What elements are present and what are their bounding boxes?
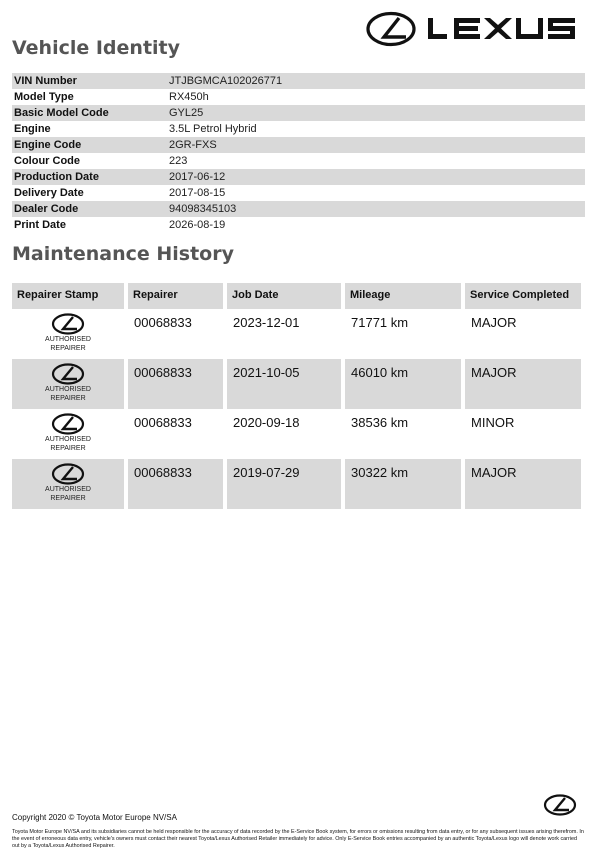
identity-row-dealer-code xyxy=(12,201,585,217)
repairer-stamp xyxy=(12,459,124,509)
identity-row-engine xyxy=(12,121,585,137)
lexus-emblem-icon xyxy=(51,313,85,335)
service-cell: MINOR xyxy=(471,415,515,430)
identity-label: Model Type xyxy=(14,91,74,103)
table-row xyxy=(12,359,585,409)
maintenance-history-table xyxy=(12,283,585,509)
lexus-emblem-icon xyxy=(51,413,85,435)
identity-label: Engine xyxy=(14,123,51,135)
repairer-cell: 00068833 xyxy=(134,415,192,430)
identity-label: VIN Number xyxy=(14,75,77,87)
identity-row-vin xyxy=(12,73,585,89)
repairer-cell: 00068833 xyxy=(128,459,223,509)
table-header-row xyxy=(12,283,585,309)
job-date-cell: 2019-07-29 xyxy=(227,459,341,509)
stamp-text-line: AUTHORISED xyxy=(45,436,91,443)
mileage-cell: 38536 km xyxy=(351,415,409,430)
lexus-emblem-icon xyxy=(51,463,85,485)
stamp-text-line: REPAIRER xyxy=(50,345,86,352)
repairer-cell: 00068833 xyxy=(128,359,223,409)
identity-value: 2026-08-19 xyxy=(169,219,226,231)
identity-row-basic-model-code xyxy=(12,105,585,121)
identity-row-engine-code xyxy=(12,137,585,153)
disclaimer-text: Toyota Motor Europe NV/SA and its subsidiaries cannot be held responsible for the accuracy of data recorded by the E-Service Book system, for errors or omissions resulting from data entry, or for any subsequent issues arising therefrom. In the event of erroneous data entry, vehicle's owners must contact their nearest Toyota/Lexus Authorised Retailer immediately for advice. Only E-Service Book entries accompanied by an authentic Toyota/Lexus logo will denote work carried out by a Toyota/Lexus Authorised Repairer. xyxy=(12,829,584,849)
stamp-text-line: REPAIRER xyxy=(50,395,86,402)
identity-label: Delivery Date xyxy=(14,187,84,199)
column-header-service-completed: Service Completed xyxy=(465,283,581,309)
identity-value: 2017-08-15 xyxy=(169,187,226,199)
identity-value: RX450h xyxy=(169,91,209,103)
job-date-cell: 2021-10-05 xyxy=(227,359,341,409)
column-header-job-date: Job Date xyxy=(227,283,341,309)
lexus-emblem-icon xyxy=(543,794,577,816)
service-cell: MAJOR xyxy=(471,315,517,330)
column-header-mileage: Mileage xyxy=(345,283,461,309)
identity-label: Colour Code xyxy=(14,155,80,167)
table-row xyxy=(12,309,585,359)
identity-label: Engine Code xyxy=(14,139,82,151)
mileage-cell: 71771 km xyxy=(351,315,409,330)
identity-label: Basic Model Code xyxy=(14,107,109,119)
identity-row-colour-code xyxy=(12,153,585,169)
lexus-wordmark xyxy=(428,18,575,39)
service-cell: MAJOR xyxy=(465,359,581,409)
identity-row-model-type xyxy=(12,89,585,105)
identity-label: Production Date xyxy=(14,171,99,183)
identity-value: JTJBGMCA102026771 xyxy=(169,75,283,87)
job-date-cell: 2020-09-18 xyxy=(233,415,300,430)
mileage-cell: 46010 km xyxy=(345,359,461,409)
identity-label: Print Date xyxy=(14,219,66,231)
identity-row-delivery-date xyxy=(12,185,585,201)
stamp-text-line: AUTHORISED xyxy=(45,486,91,493)
maintenance-history-title: Maintenance History xyxy=(12,243,234,265)
copyright-text: Copyright 2020 © Toyota Motor Europe NV/SA xyxy=(12,813,177,822)
repairer-stamp xyxy=(12,309,124,359)
mileage-cell: 30322 km xyxy=(345,459,461,509)
stamp-text-line: REPAIRER xyxy=(50,495,86,502)
table-row xyxy=(12,459,585,509)
repairer-stamp xyxy=(12,359,124,409)
column-header-repairer: Repairer xyxy=(128,283,223,309)
identity-value: 2017-06-12 xyxy=(169,171,226,183)
lexus-emblem-icon xyxy=(51,363,85,385)
vehicle-identity-title: Vehicle Identity xyxy=(12,37,181,59)
lexus-logo xyxy=(366,10,584,48)
identity-row-production-date xyxy=(12,169,585,185)
stamp-text-line: AUTHORISED xyxy=(45,386,91,393)
identity-value: 223 xyxy=(169,155,188,167)
vehicle-identity-table xyxy=(12,73,585,233)
identity-row-print-date xyxy=(12,217,585,233)
identity-label: Dealer Code xyxy=(14,203,79,215)
identity-value: 2GR-FXS xyxy=(169,139,217,151)
identity-value: 94098345103 xyxy=(169,203,237,215)
repairer-stamp xyxy=(12,409,124,459)
table-row xyxy=(12,409,585,459)
identity-value: 3.5L Petrol Hybrid xyxy=(169,123,257,135)
identity-value: GYL25 xyxy=(169,107,204,119)
repairer-cell: 00068833 xyxy=(134,315,192,330)
stamp-text-line: REPAIRER xyxy=(50,445,86,452)
job-date-cell: 2023-12-01 xyxy=(233,315,300,330)
stamp-text-line: AUTHORISED xyxy=(45,336,91,343)
service-cell: MAJOR xyxy=(465,459,581,509)
column-header-repairer-stamp: Repairer Stamp xyxy=(12,283,124,309)
